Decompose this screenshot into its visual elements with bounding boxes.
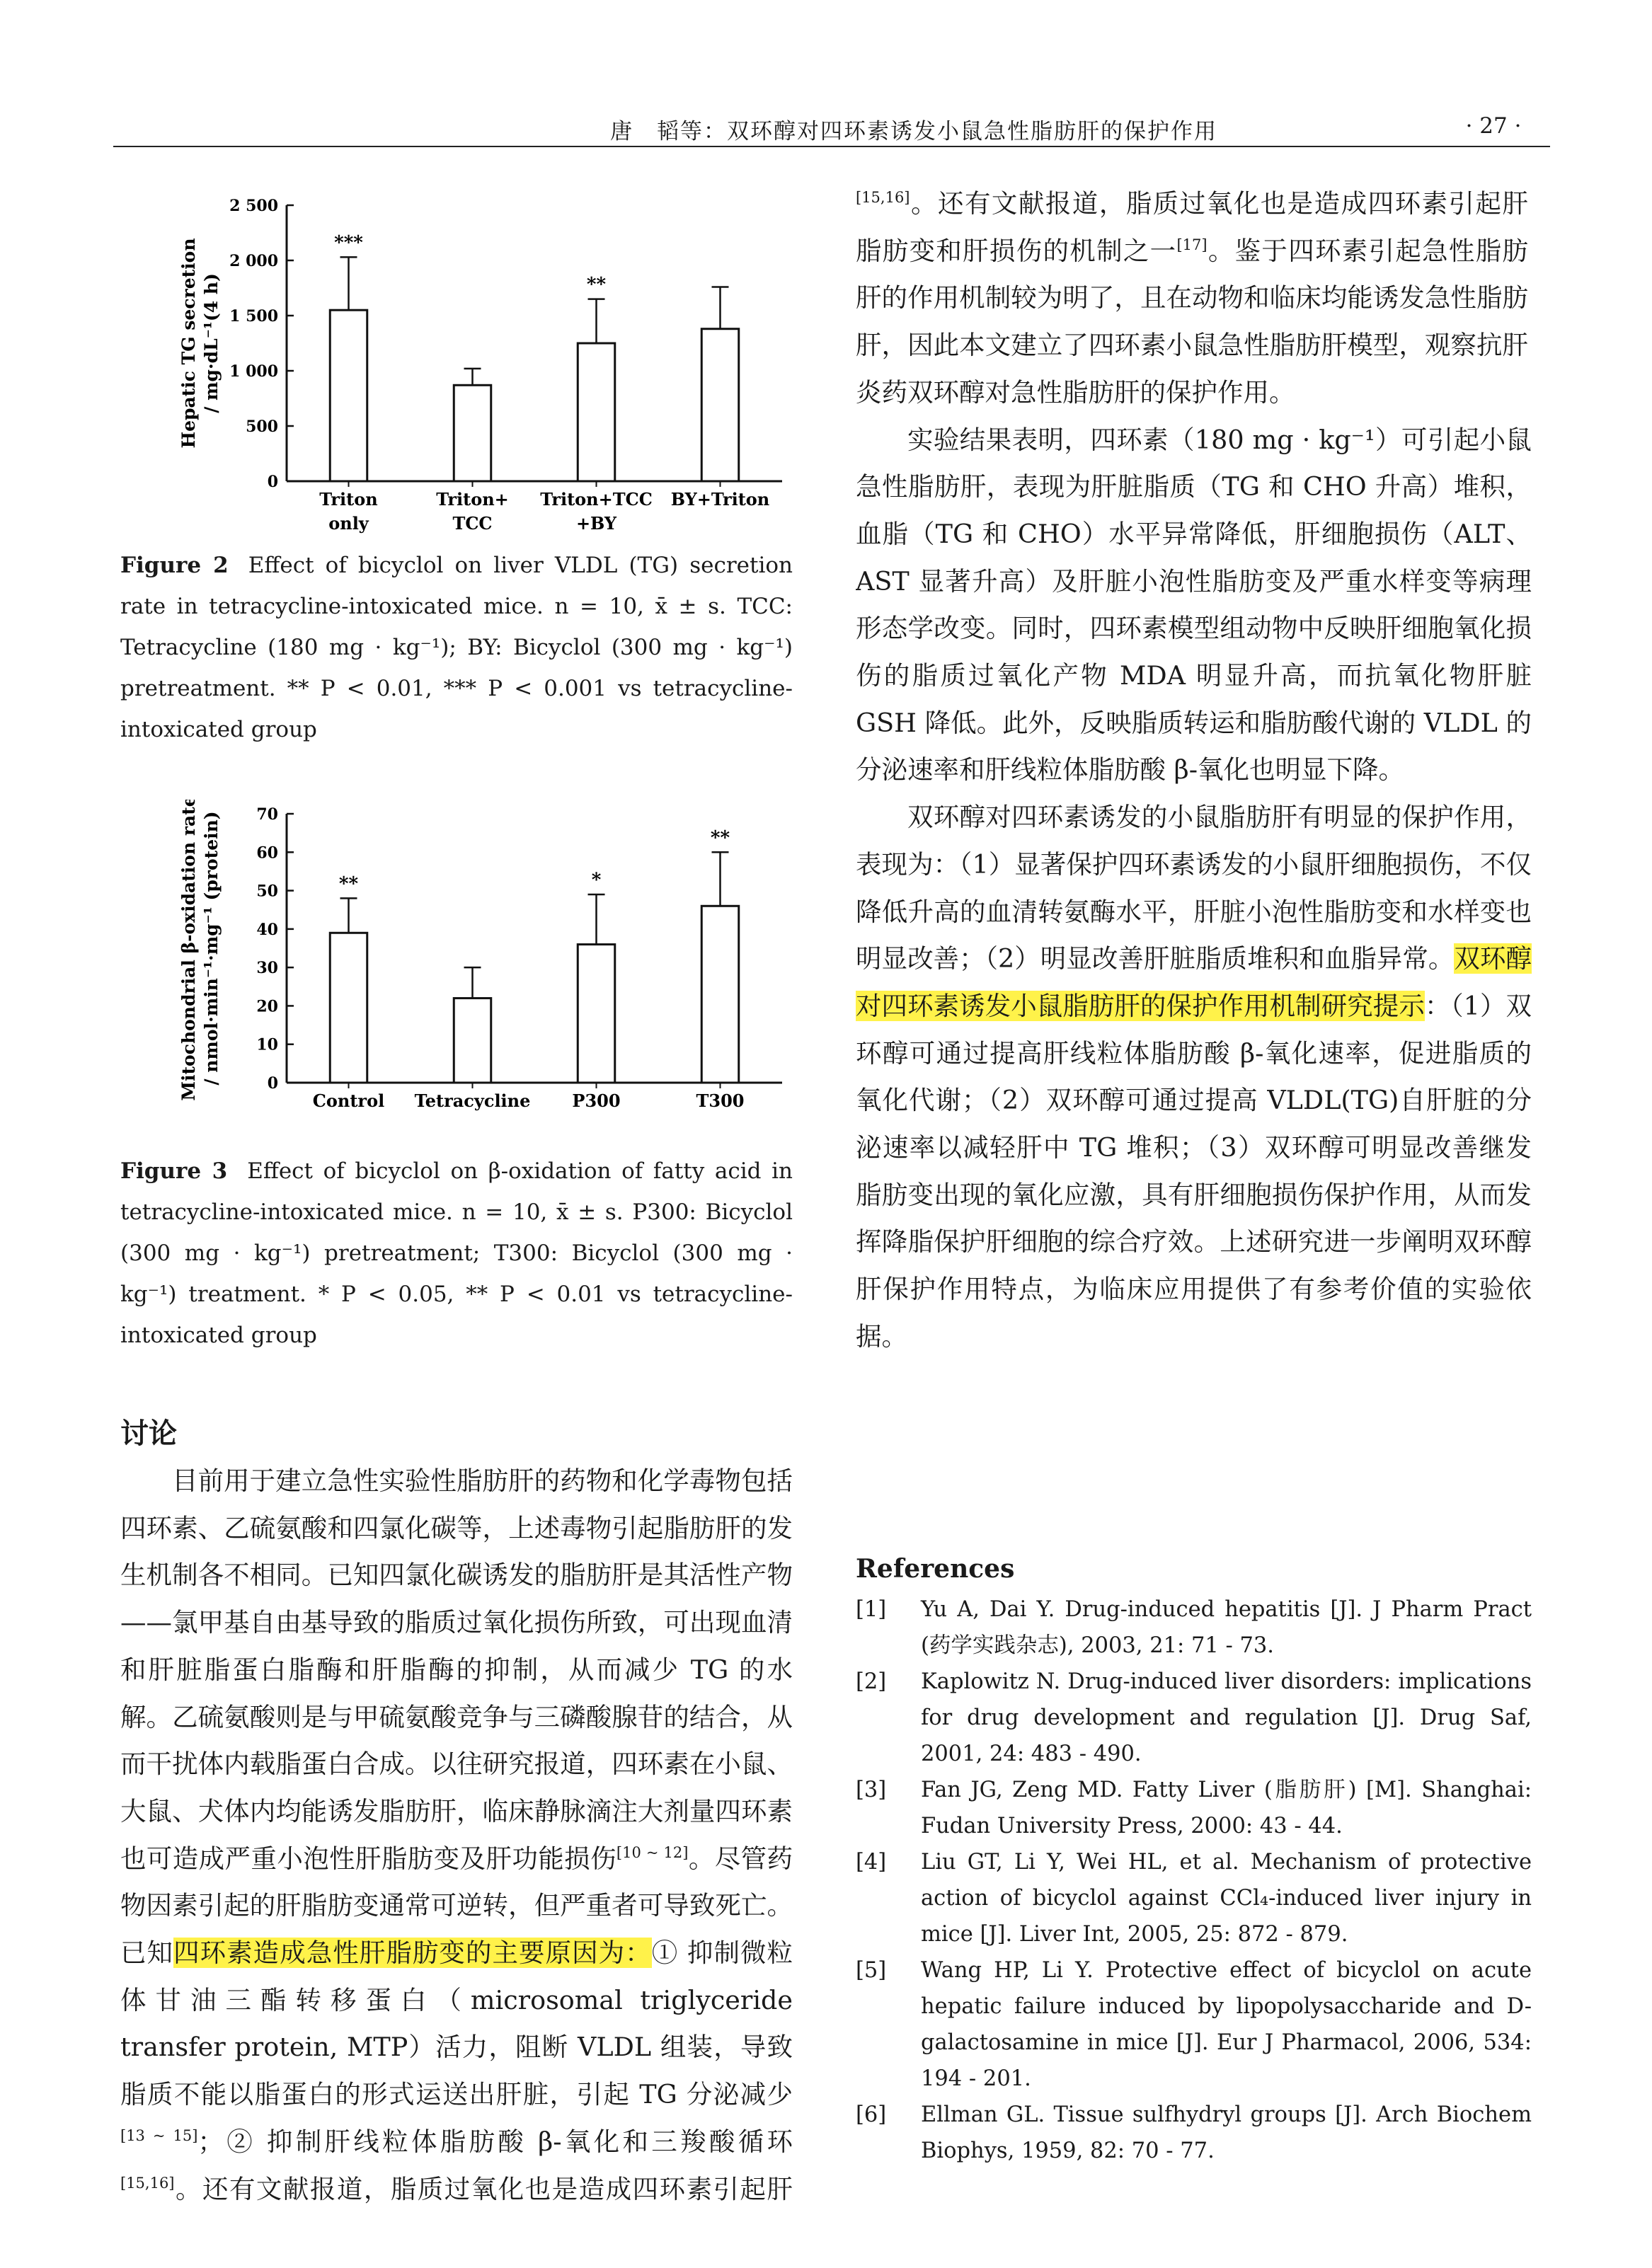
y-tick-label: 1 500 (229, 307, 278, 326)
y-axis-label-units: / mg·dL⁻¹(4 h) (201, 273, 222, 413)
discussion-paragraph-1 (120, 1458, 793, 2208)
discussion-title: 讨论 (120, 1417, 177, 1450)
y-tick-label: 40 (256, 920, 278, 939)
p3-text-a: 双环醇对四环素诱发的小鼠脂肪肝有明显的保护作用，表现为：（1）显著保护四环素诱发的小鼠肝细胞损伤，不仅降低升高的血清转氨酶水平，肝脏小泡性脂肪变和水样变也明显改善；（2）明显改善肝脏脂质堆积和血脂异常。 (856, 802, 1532, 974)
reference-text: Ellman GL. Tissue sulfhydryl groups [J]. Arch Biochem Biophys, 1959, 82: 70 - 77. (921, 2102, 1532, 2163)
x-tick-label: +BY (575, 513, 617, 534)
header-rule (113, 146, 1550, 147)
bar (578, 945, 615, 1083)
y-tick-label: 30 (256, 959, 278, 978)
highlight-tetracycline-causes: 四环素造成急性肝脂肪变的主要原因为： (173, 1938, 652, 1969)
y-tick-label: 50 (256, 882, 278, 901)
y-axis-label-units: / nmol·min⁻¹·mg⁻¹ (protein) (201, 811, 222, 1086)
figure-2-svg (152, 191, 789, 545)
citation-15-16-cont: [15,16] (856, 189, 910, 207)
y-tick-label: 20 (256, 997, 278, 1016)
citation-10-12: [10 ~ 12] (616, 1843, 689, 1861)
page-number: · 27 · (1465, 113, 1522, 139)
y-tick-label: 0 (267, 1074, 278, 1093)
reference-text: Wang HP, Li Y. Protective effect of bicyclol on acute hepatic failure induced by lipopolysaccharide and D-galactosamine in mice [J]. Eur J Pharmacol, 2006, 534: 194 - 201. (921, 1958, 1532, 2091)
y-tick-label: 2 000 (229, 252, 278, 270)
reference-text: Yu A, Dai Y. Drug-induced hepatitis [J]. J Pharm Pract (药学实践杂志), 2003, 21: 71 - 73. (921, 1597, 1532, 1658)
y-tick-label: 70 (256, 805, 278, 824)
reference-number: [3] (856, 1778, 887, 1802)
p1-text-b: 。尽管药物因素引起的肝脂肪变通常可逆转，但严重者可导致死亡。已知 (120, 1843, 793, 1969)
significance-mark: ** (710, 827, 730, 849)
figure-3-label: Figure 3 (120, 1158, 228, 1184)
figure-3-chart (152, 800, 789, 1146)
p1-text-e-cont: 。还有文献报道，脂质过氧化也是造成四环素引起肝脂肪变和肝损伤的机制之一 (856, 188, 1528, 266)
reference-number: [5] (856, 1958, 887, 1983)
p1-text-c: ① 抑制微粒体甘油三酯转移蛋白（microsomal triglyceride transfer protein, MTP）活力，阻断 VLDL 组装，导致脂质不能以脂蛋白的形式运送出肝脏，引起 TG 分泌减少 (120, 1938, 793, 2110)
significance-mark: *** (334, 232, 363, 254)
x-tick-label: TCC (452, 513, 493, 534)
x-tick-label: Triton+TCC (540, 489, 653, 510)
right-column (856, 180, 1532, 1504)
bar (578, 343, 615, 481)
highlight-mechanism: 双环醇对四环素诱发小鼠脂肪肝的保护作用机制研究提示 (856, 943, 1532, 1021)
figure-2-caption-text: Effect of bicyclol on liver VLDL (TG) secretion rate in tetracycline-intoxicated mice. n = 10, x̄ ± s. TCC: Tetracycline (180 mg · kg⁻¹); BY: Bicyclol (300 mg · kg⁻¹) pretreatment. ** P < 0.01, *** P < 0.001 vs tetracycline-intoxicated group (120, 553, 793, 742)
p3-text-b: ：（1）双环醇可通过提高肝线粒体脂肪酸 β-氧化速率，促进脂质的氧化代谢；（2）双环醇可通过提高 VLDL(TG)自肝脏的分泌速率以减轻肝中 TG 堆积；（3）双环醇可明显改善继发脂肪变出现的氧化应激，具有肝细胞损伤保护作用，从而发挥降脂保护肝细胞的综合疗效。上述研究进一步阐明双环醇肝保护作用特点，为临床应用提供了有参考价值的实验依据。 (856, 990, 1532, 1352)
reference-item (856, 1952, 1532, 2097)
y-tick-label: 0 (267, 473, 278, 491)
reference-number: [6] (856, 2102, 887, 2127)
y-axis-label: Hepatic TG secretion (178, 238, 199, 449)
x-tick-label: Tetracycline (414, 1090, 531, 1111)
p1-continuation-window (856, 180, 1532, 417)
y-tick-label: 2 500 (229, 197, 278, 215)
left-column (120, 1458, 793, 2208)
discussion-paragraph-1-continued (856, 180, 1528, 417)
y-tick-label: 60 (256, 844, 278, 863)
bar (330, 933, 367, 1083)
p1-text-d: ；② 抑制肝线粒体脂肪酸 β-氧化和三羧酸循环 (197, 2126, 793, 2157)
reference-text: Fan JG, Zeng MD. Fatty Liver (脂肪肝) [M]. Shanghai: Fudan University Press, 2000: 43 - 44. (921, 1778, 1532, 1838)
reference-item (856, 1591, 1532, 1664)
citation-13-15: [13 ~ 15] (120, 2126, 198, 2144)
figure-2-label: Figure 2 (120, 553, 229, 578)
bar (701, 329, 739, 481)
y-axis-label: Mitochondrial β-oxidation rate (178, 800, 199, 1101)
figure-3-svg (152, 800, 789, 1146)
x-tick-label: Triton (319, 489, 378, 510)
reference-text: Liu GT, Li Y, Wei HL, et al. Mechanism of protective action of bicyclol against CCl₄-induced liver injury in mice [J]. Liver Int, 2005, 25: 872 - 879. (921, 1850, 1532, 1947)
x-tick-label: T300 (696, 1090, 745, 1111)
running-title: 唐 韬等：双环醇对四环素诱发小鼠急性脂肪肝的保护作用 (610, 119, 1217, 144)
p1-text-e: 。还有文献报道，脂质过氧化也是造成四环素引起肝 (174, 2173, 793, 2204)
p1-text-f-cont: 。鉴于四环素引起急性脂肪肝的作用机制较为明了，且在动物和临床均能诱发急性脂肪肝，因此本文建立了四环素小鼠急性脂肪肝模型，观察抗肝炎药双环醇对急性脂肪肝的保护作用。 (856, 235, 1529, 408)
y-tick-label: 1 000 (229, 362, 278, 381)
reference-number: [1] (856, 1597, 887, 1622)
x-tick-label: only (328, 513, 369, 534)
y-tick-label: 10 (256, 1035, 278, 1054)
significance-mark: ** (586, 274, 607, 296)
discussion-paragraph-2: 实验结果表明，四环素（180 mg · kg⁻¹）可引起小鼠急性脂肪肝，表现为肝脏脂质（TG 和 CHO 升高）堆积，血脂（TG 和 CHO）水平异常降低，肝细胞损伤（ALT、AST 显著升高）及肝脏小泡性脂肪变及严重水样变等病理形态学改变。同时，四环素模型组动物中反映肝细胞氧化损伤的脂质过氧化产物 MDA 明显升高，而抗氧化物肝脏 GSH 降低。此外，反映脂质转运和脂肪酸代谢的 VLDL 的分泌速率和肝线粒体脂肪酸 β-氧化也明显下降。 (856, 424, 1532, 785)
reference-number: [4] (856, 1850, 887, 1875)
significance-mark: ** (338, 873, 359, 895)
x-tick-label: P300 (572, 1090, 621, 1111)
bar (330, 310, 367, 481)
discussion-paragraph-3 (856, 794, 1532, 1360)
right-column-flow (856, 180, 1532, 417)
x-tick-label: BY+Triton (670, 489, 770, 510)
citation-17-cont: [17] (1176, 236, 1208, 253)
reference-item (856, 1844, 1532, 1952)
bar (454, 385, 491, 481)
references-list (856, 1591, 1532, 2169)
reference-number: [2] (856, 1669, 887, 1694)
bar (701, 906, 739, 1083)
figure-3-caption (120, 1151, 793, 1356)
bar (454, 998, 491, 1083)
p1-text-a: 目前用于建立急性实验性脂肪肝的药物和化学毒物包括四环素、乙硫氨酸和四氯化碳等，上述毒物引起脂肪肝的发生机制各不相同。已知四氯化碳诱发的脂肪肝是其活性产物——氯甲基自由基导致的脂质过氧化损伤所致，可出现血清和肝脏脂蛋白脂酶和肝脂酶的抑制，从而减少 TG 的水解。乙硫氨酸则是与甲硫氨酸竞争与三磷酸腺苷的结合，从而干扰体内载脂蛋白合成。以往研究报道，四环素在小鼠、大鼠、犬体内均能诱发脂肪肝，临床静脉滴注大剂量四环素也可造成严重小泡性肝脂肪变及肝功能损伤 (120, 1466, 793, 1874)
reference-item (856, 1664, 1532, 1772)
references-title: References (856, 1554, 1015, 1584)
citation-15-16: [15,16] (120, 2174, 175, 2192)
figure-2-chart (152, 191, 789, 545)
y-tick-label: 500 (246, 418, 278, 436)
x-tick-label: Control (312, 1090, 385, 1111)
reference-item (856, 1772, 1532, 1844)
reference-item (856, 2097, 1532, 2169)
reference-text: Kaplowitz N. Drug-induced liver disorders: implications for drug development and regulation [J]. Drug Saf, 2001, 24: 483 - 490. (921, 1669, 1532, 1766)
figure-3-caption-text: Effect of bicyclol on β-oxidation of fatty acid in tetracycline-intoxicated mice. n = 10, x̄ ± s. P300: Bicyclol (300 mg · kg⁻¹) pretreatment; T300: Bicyclol (300 mg · kg⁻¹) treatment. * P < 0.05, ** P < 0.01 vs tetracycline-intoxicated group (120, 1158, 793, 1348)
significance-mark: * (591, 870, 602, 891)
figure-2-caption (120, 545, 793, 750)
x-tick-label: Triton+ (436, 489, 509, 510)
